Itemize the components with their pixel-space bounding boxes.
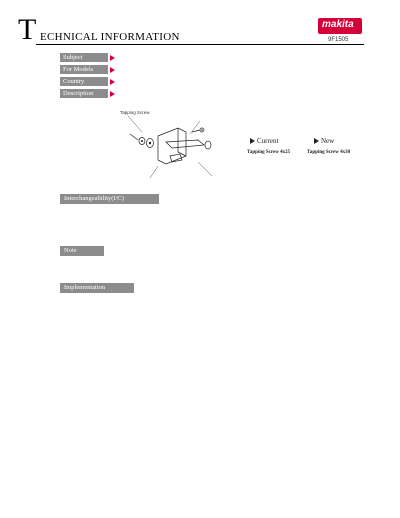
current-part-label: Tapping Screw 4x25 bbox=[247, 150, 291, 155]
makita-logo-text: makita bbox=[322, 19, 354, 30]
for-models-label: For Models bbox=[60, 65, 108, 74]
country-label: Country bbox=[60, 77, 108, 86]
interchangeability-heading: Interchangeability(I/C) bbox=[60, 194, 159, 204]
subject-arrow-icon bbox=[110, 55, 115, 61]
current-heading-text: Current bbox=[257, 137, 279, 145]
new-arrow-icon bbox=[314, 138, 319, 144]
title-underline bbox=[36, 44, 364, 45]
note-heading: Note bbox=[60, 246, 104, 256]
implementation-heading: Implementation bbox=[60, 283, 134, 293]
parts-drawing bbox=[120, 112, 220, 190]
page-title: ECHNICAL INFORMATION bbox=[40, 31, 180, 43]
description-label: Description bbox=[60, 89, 108, 98]
new-part-label: Tapping Screw 4x30 bbox=[307, 150, 351, 155]
for-models-arrow-icon bbox=[110, 67, 115, 73]
country-arrow-icon bbox=[110, 79, 115, 85]
figure-callout-screw: Tapping Screw bbox=[120, 110, 150, 115]
title-initial: T bbox=[18, 13, 37, 46]
new-heading-text: New bbox=[321, 137, 335, 145]
new-heading bbox=[314, 137, 334, 145]
subject-label: Subject bbox=[60, 53, 108, 62]
current-arrow-icon bbox=[250, 138, 255, 144]
document-number: 9F1505 bbox=[328, 37, 349, 43]
description-arrow-icon bbox=[110, 91, 115, 97]
current-heading bbox=[250, 137, 278, 145]
